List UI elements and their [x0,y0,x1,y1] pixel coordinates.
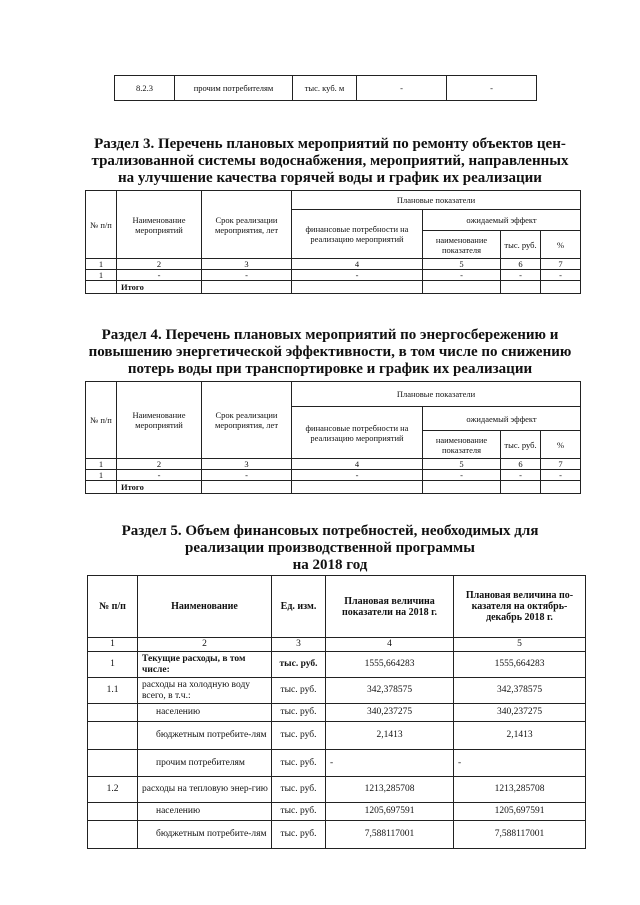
section5-title [60,523,600,574]
row-number [88,704,138,722]
index-cell: 3 [272,638,326,652]
empty-cell [541,281,581,294]
title-line: трализованной системы водоснабжения, мероприятий, направленных [91,153,569,169]
index-cell: 3 [202,259,292,270]
row-value-year: 1555,664283 [326,652,454,678]
row-number [88,803,138,821]
empty-cell [86,481,117,494]
header-year: Плановая величина показатели на 2018 г. [326,576,454,638]
table-row [115,76,537,101]
row-value-year: 340,237275 [326,704,454,722]
header-percent: % [541,231,581,259]
table-row [88,576,586,638]
data-cell: - [501,470,541,481]
row-name: расходы на тепловую энер-гию [138,777,272,803]
row-name: прочим потребителям [175,76,293,101]
header-fin: финансовые потребности на реализацию мероприятий [292,210,423,259]
index-cell: 2 [117,259,202,270]
data-cell: - [423,470,501,481]
row-value-quarter: 1555,664283 [454,652,586,678]
data-cell: - [202,470,292,481]
row-value-quarter: 1205,697591 [454,803,586,821]
section3-table [85,190,581,294]
data-cell: - [501,270,541,281]
total-label: Итого [117,481,202,494]
row-unit: тыс. руб. [272,750,326,777]
index-cell: 2 [138,638,272,652]
header-num: № п/п [88,576,138,638]
header-effect: ожидаемый эффект [423,210,581,231]
row-value-quarter: 340,237275 [454,704,586,722]
row-value-year: 1213,285708 [326,777,454,803]
index-cell: 4 [292,459,423,470]
table-row [88,638,586,652]
row-unit: тыс. руб. [272,821,326,849]
table-row [86,270,581,281]
header-term: Срок реализации мероприятия, лет [202,191,292,259]
row-unit: тыс. руб. [272,704,326,722]
title-line: реализации производственной программы [185,540,475,556]
header-thousand: тыс. руб. [501,231,541,259]
header-num: № п/п [86,191,117,259]
row-value: - [447,76,537,101]
title-line: на улучшение качества горячей воды и график их реализации [118,170,542,186]
table-row [88,821,586,849]
section5-table [87,575,586,849]
data-cell: - [541,470,581,481]
row-unit: тыс. руб. [272,777,326,803]
row-unit: тыс. руб. [272,722,326,750]
table-row [88,722,586,750]
row-number [88,821,138,849]
empty-cell [202,281,292,294]
row-number: 1 [88,652,138,678]
title-line: потерь воды при транспортировке и график их реализации [127,361,533,377]
table-row [86,191,581,210]
row-value-year: 342,378575 [326,678,454,704]
row-name: бюджетным потребите-лям [138,821,272,849]
index-cell: 5 [423,259,501,270]
row-name: Текущие расходы, в том числе: [138,652,272,678]
row-value-quarter: 342,378575 [454,678,586,704]
table-row [86,470,581,481]
row-number [88,722,138,750]
total-label: Итого [117,281,202,294]
row-number: 8.2.3 [115,76,175,101]
data-cell: - [423,270,501,281]
header-planned: Плановые показатели [292,382,581,407]
title-line: на 2018 год [292,557,368,573]
index-cell: 1 [86,459,117,470]
index-cell: 6 [501,259,541,270]
header-effect: ожидаемый эффект [423,407,581,431]
row-name: прочим потребителям [138,750,272,777]
index-cell: 4 [292,259,423,270]
index-cell: 2 [117,459,202,470]
row-unit: тыс. куб. м [293,76,357,101]
data-cell: - [541,270,581,281]
title-line: повышению энергетической эффективности, в том числе по снижению [88,344,572,360]
row-name: бюджетным потребите-лям [138,722,272,750]
index-cell: 7 [541,259,581,270]
header-thousand: тыс. руб. [501,431,541,459]
header-planned: Плановые показатели [292,191,581,210]
data-cell: - [292,470,423,481]
index-cell: 6 [501,459,541,470]
header-quarter: Плановая величина по-казателя на октябрь-декабрь 2018 г. [454,576,586,638]
data-cell: - [292,270,423,281]
index-cell: 3 [202,459,292,470]
header-name: Наименование мероприятий [117,191,202,259]
row-value-quarter: 7,588117001 [454,821,586,849]
header-unit: Ед. изм. [272,576,326,638]
table-row [88,704,586,722]
row-name: населению [138,803,272,821]
data-cell: - [117,270,202,281]
continuation-table [114,75,537,101]
header-name: Наименование мероприятий [117,382,202,459]
empty-cell [292,281,423,294]
empty-cell [202,481,292,494]
row-name: расходы на холодную воду всего, в т.ч.: [138,678,272,704]
table-row [86,382,581,407]
header-indicator: наименование показателя [423,231,501,259]
table-row [88,652,586,678]
header-percent: % [541,431,581,459]
row-unit: тыс. руб. [272,678,326,704]
table-row [88,678,586,704]
row-value-quarter: 2,1413 [454,722,586,750]
header-term: Срок реализации мероприятия, лет [202,382,292,459]
header-fin: финансовые потребности на реализацию мероприятий [292,407,423,459]
data-cell: - [117,470,202,481]
section4-title [60,327,600,378]
empty-cell [86,281,117,294]
index-cell: 5 [423,459,501,470]
row-value-year: 2,1413 [326,722,454,750]
table-row [88,803,586,821]
table-row [88,777,586,803]
row-value: - [357,76,447,101]
empty-cell [541,481,581,494]
row-name: населению [138,704,272,722]
empty-cell [423,281,501,294]
section3-title [60,136,600,187]
empty-cell [501,481,541,494]
table-row [88,750,586,777]
row-number: 1.1 [88,678,138,704]
title-line: Раздел 4. Перечень плановых мероприятий по энергосбережению и [101,327,559,343]
data-cell: - [202,270,292,281]
row-value-year: 7,588117001 [326,821,454,849]
row-unit: тыс. руб. [272,652,326,678]
empty-cell [423,481,501,494]
empty-cell [292,481,423,494]
table-row [86,281,581,294]
row-number [88,750,138,777]
index-cell: 5 [454,638,586,652]
header-indicator: наименование показателя [423,431,501,459]
row-number: 1.2 [88,777,138,803]
table-row [86,459,581,470]
section4-table [85,381,581,494]
index-cell: 7 [541,459,581,470]
index-cell: 1 [86,259,117,270]
title-line: Раздел 5. Объем финансовых потребностей, необходимых для [121,523,539,539]
table-row [86,481,581,494]
data-cell: 1 [86,270,117,281]
row-value-quarter: 1213,285708 [454,777,586,803]
empty-cell [501,281,541,294]
row-value-quarter: - [454,750,586,777]
index-cell: 1 [88,638,138,652]
title-line: Раздел 3. Перечень плановых мероприятий по ремонту объектов цен- [94,136,566,152]
index-cell: 4 [326,638,454,652]
header-num: № п/п [86,382,117,459]
row-value-year: 1205,697591 [326,803,454,821]
header-name: Наименование [138,576,272,638]
row-value-year: - [326,750,454,777]
data-cell: 1 [86,470,117,481]
row-unit: тыс. руб. [272,803,326,821]
table-row [86,259,581,270]
